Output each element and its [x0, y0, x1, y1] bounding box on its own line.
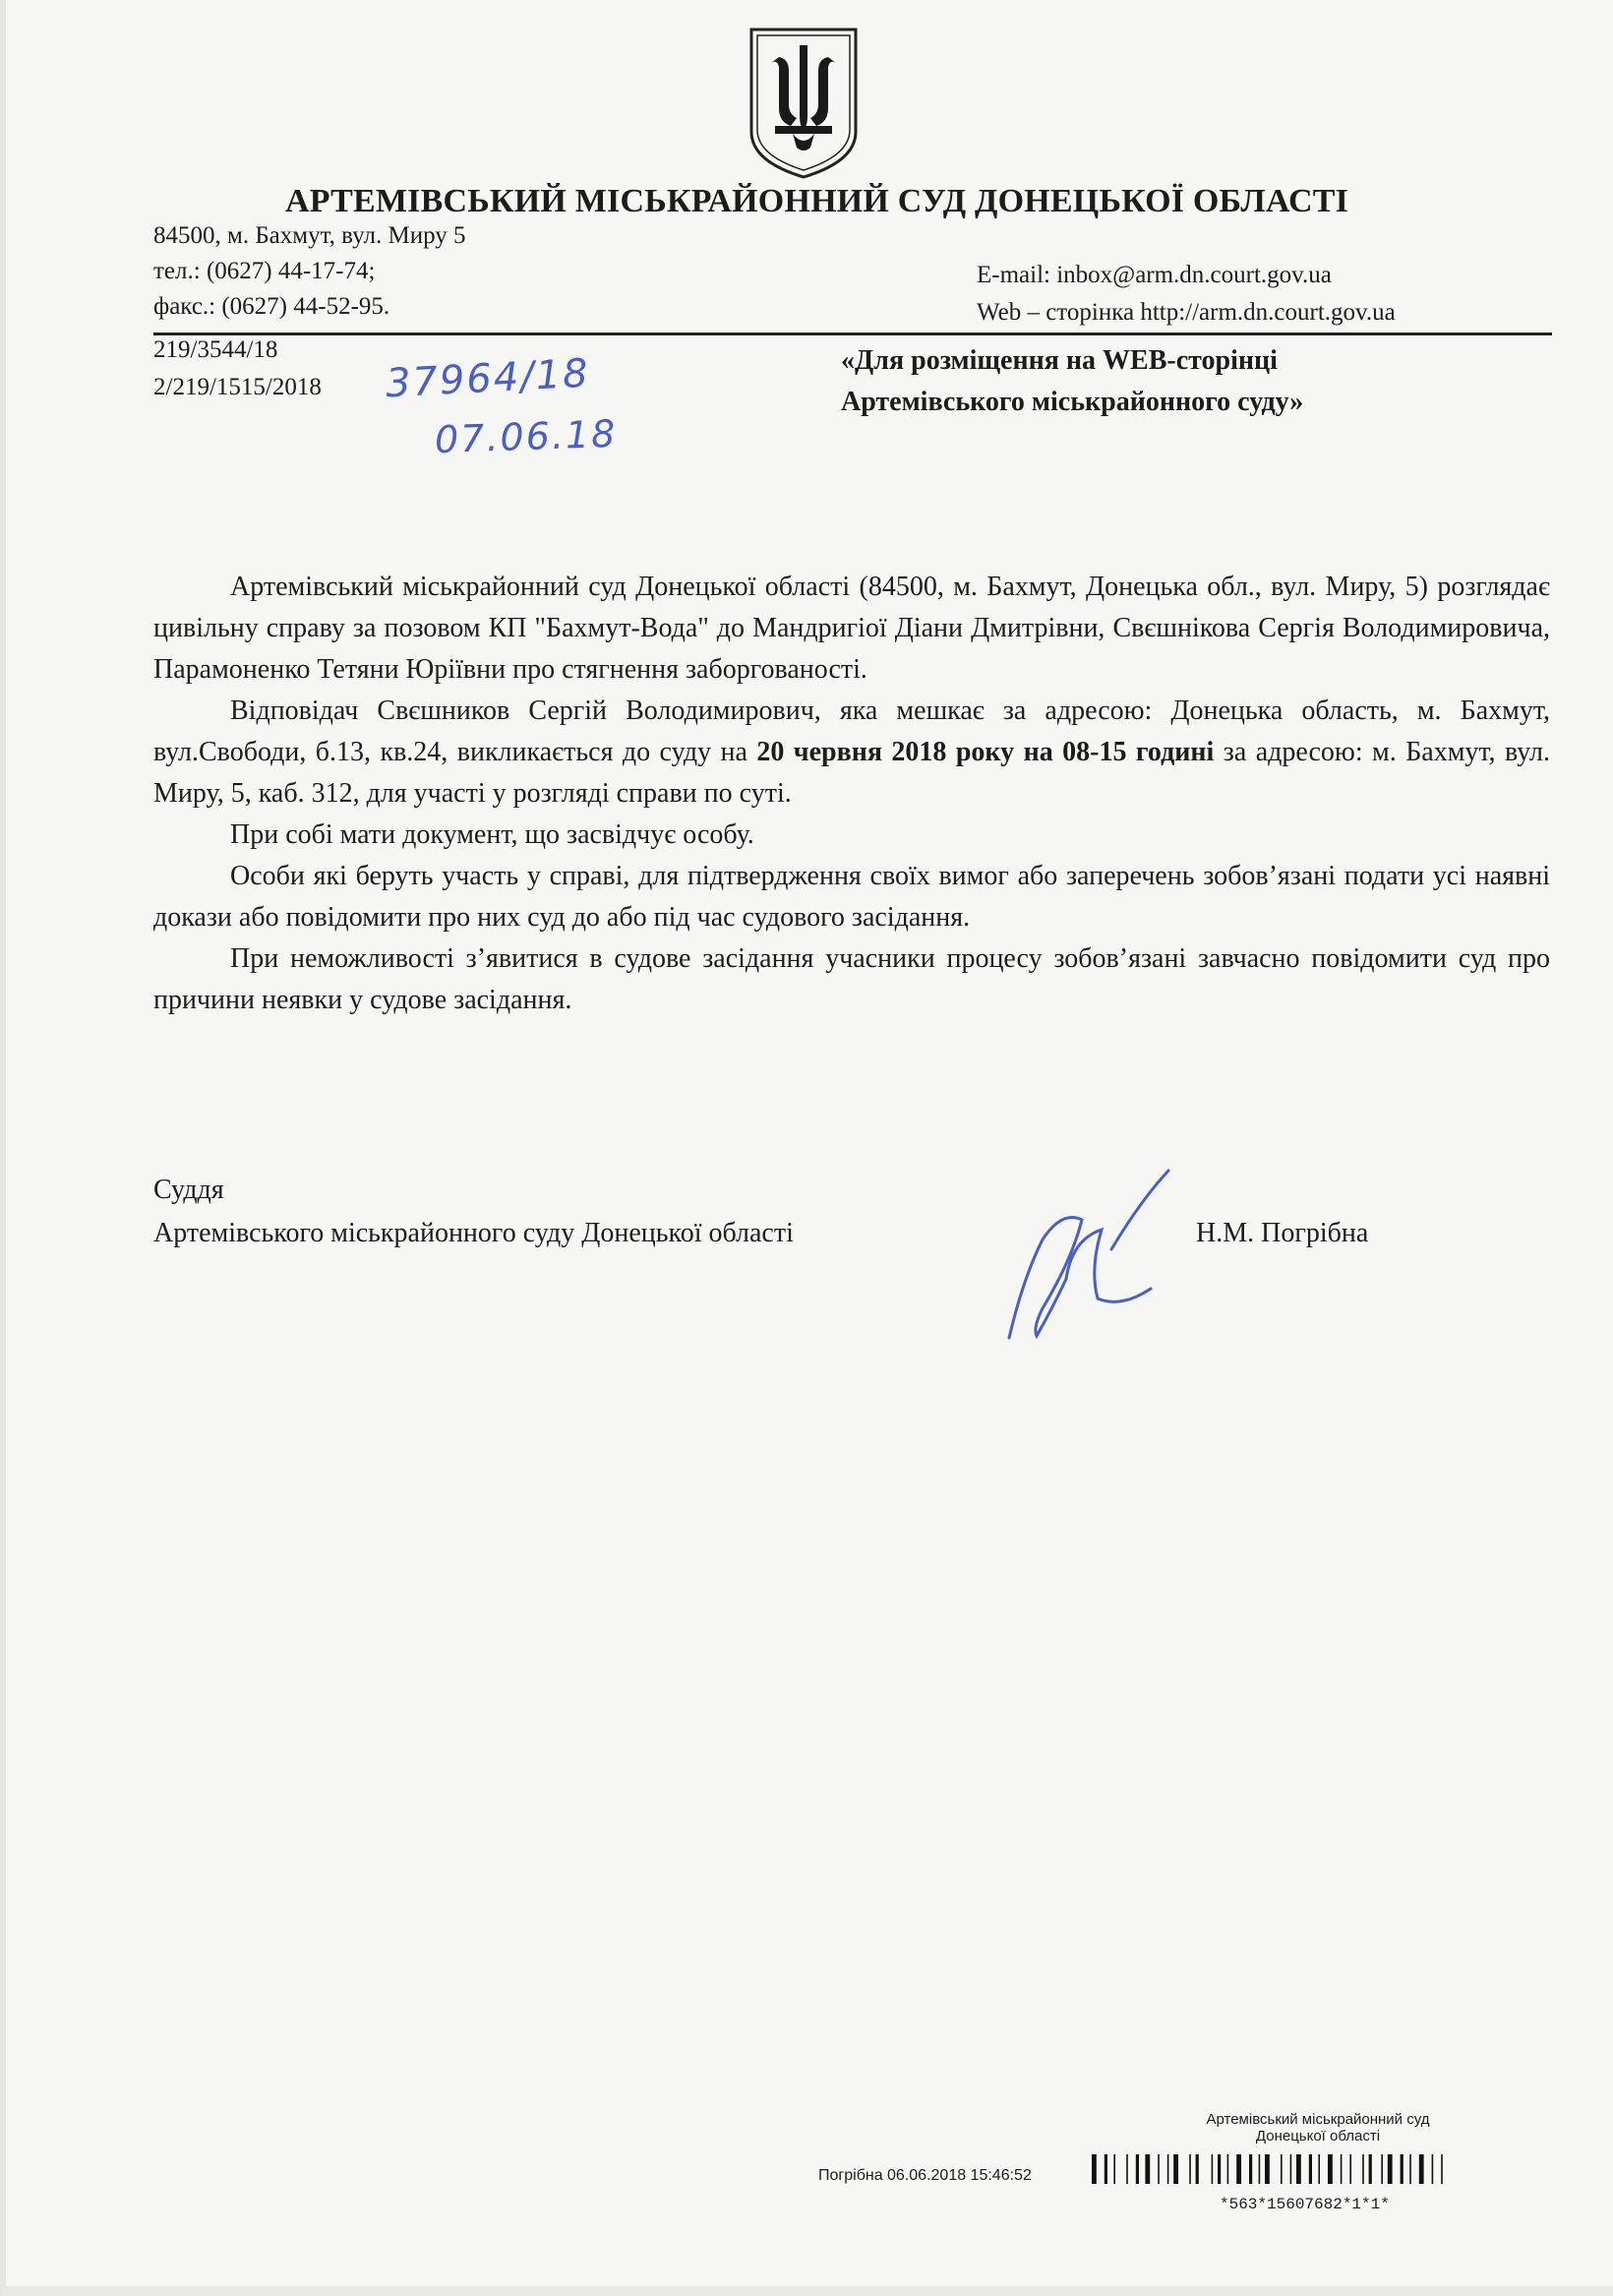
paragraph-id: При собі мати документ, що засвідчує особу.: [230, 819, 754, 850]
proceeding-number: 2/219/1515/2018: [153, 374, 322, 400]
incoming-date-handwritten: 07.06.18: [434, 411, 618, 462]
court-phone: тел.: (0627) 44-17-74;: [153, 258, 376, 284]
notice-body: [153, 567, 1550, 1021]
web-note-line2: Артемівського міськрайонного суду»: [841, 387, 1304, 417]
court-title: АРТЕМІВСЬКИЙ МІСЬКРАЙОННИЙ СУД ДОНЕЦЬКОЇ ОБЛАСТІ: [285, 183, 1349, 219]
stamp-court-line1: Артемівський міськрайонний суд: [1206, 2111, 1430, 2128]
hearing-datetime: 20 червня 2018 року на 08-15 годині: [756, 737, 1215, 767]
handwritten-signature-icon: [1003, 1161, 1220, 1358]
judge-court: Артемівського міськрайонного суду Донецької області: [153, 1218, 794, 1248]
ukraine-trident-icon: [746, 24, 862, 181]
incoming-number-handwritten: 37964/18: [384, 350, 591, 407]
court-address: 84500, м. Бахмут, вул. Миру 5: [153, 222, 466, 249]
paragraph-evidence: Особи які беруть участь у справі, для підтвердження своїх вимог або заперечень зобов’язані подати усі наявні докази або повідомити про них суд до або під час судового засідання.: [153, 861, 1550, 933]
stamp-court-line2: Донецької області: [1255, 2128, 1381, 2145]
header-divider: [153, 332, 1552, 335]
barcode-code: *563*15607682*1*1*: [1220, 2196, 1390, 2213]
barcode-icon: [1092, 2154, 1554, 2194]
court-fax: факс.: (0627) 44-52-95.: [153, 293, 390, 320]
web-note-line1: «Для розміщення на WEB-сторінці: [841, 345, 1278, 376]
paragraph-summons: [153, 691, 1550, 815]
court-website: Web – сторінка http://arm.dn.court.gov.ua: [977, 299, 1396, 326]
web-publication-note: [841, 340, 1303, 423]
paragraph-case: Артемівський міськрайонний суд Донецької області (84500, м. Бахмут, Донецька обл., вул. Миру, 5) розглядає цивільну справу за позовом КП "Бахмут-Вода" до Мандригіої Діани Дмитрівни, Свєшнікова Сергія Володимировича, Парамоненко Тетяни Юріївни про стягнення заборгованості.: [153, 572, 1550, 685]
paragraph-absence: При неможливості з’явитися в судове засідання учасники процесу зобов’язані завчасно повідомити суд про причини неявки у судове засідання.: [153, 943, 1550, 1015]
judge-name: Н.М. Погрібна: [1196, 1218, 1369, 1248]
case-number: 219/3544/18: [153, 336, 278, 363]
summons-start: Відповідач Свєшников Сергій Володимирович, яка мешкає за адресою: Донецька область, м. Бахмут, вул.Свободи, б.13, кв.24, викликається до суду на: [153, 695, 1550, 767]
summons-end: за адресою: м. Бахмут, вул. Миру, 5, каб. 312, для участі у розгляді справи по суті.: [153, 737, 1550, 809]
stamp-meta: Погрібна 06.06.2018 15:46:52: [818, 2167, 1032, 2184]
court-email: E-mail: inbox@arm.dn.court.gov.ua: [977, 262, 1332, 288]
stamp-court: [1161, 2111, 1475, 2145]
judge-title: Суддя: [153, 1175, 224, 1205]
